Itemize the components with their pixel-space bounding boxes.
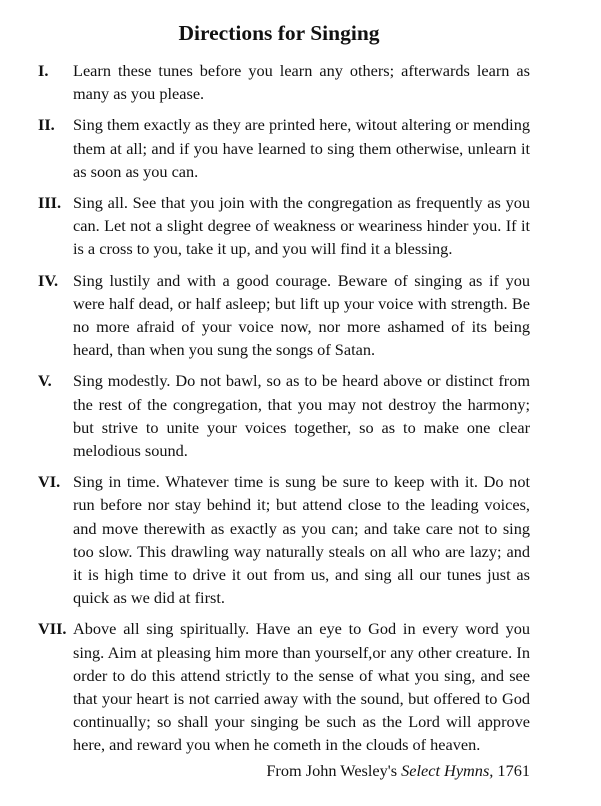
list-item xyxy=(38,470,530,609)
item-numeral: VI. xyxy=(38,472,61,492)
item-numeral: V. xyxy=(38,371,52,391)
directions-list xyxy=(38,59,530,757)
item-text: Sing in time. Whatever time is sung be sure to keep with it. Do not run before nor stay behind it; but attend close to the leading voices, and move therewith as exactly as you can; and take care not to sing too slow. This drawling way naturally steals on all who are lazy; and it is high time to drive it out from us, and sing all our tunes just as quick as we did at first. xyxy=(73,472,530,608)
list-item xyxy=(38,191,530,261)
item-numeral: VII. xyxy=(38,619,67,639)
list-item xyxy=(38,59,530,105)
item-text: Sing them exactly as they are printed here, witout altering or mending them at all; and if you have learned to sing them otherwise, unlearn it as soon as you can. xyxy=(73,115,530,181)
item-text: Sing modestly. Do not bawl, so as to be heard above or distinct from the rest of the congregation, that you may not destroy the harmony; but strive to unite your voices together, so as to make one clear melodious sound. xyxy=(73,371,530,461)
source-work-title: Select Hymns, xyxy=(401,760,494,780)
source-attribution xyxy=(0,759,530,782)
list-item xyxy=(38,617,530,756)
item-text: Learn these tunes before you learn any others; afterwards learn as many as you please. xyxy=(73,61,530,104)
item-text: Sing lustily and with a good courage. Beware of singing as if you were half dead, or half asleep; but lift up your voice with strength. Be no more afraid of your voice now, nor more ashamed of its being heard, than when you sung the songs of Satan. xyxy=(73,270,530,360)
item-numeral: IV. xyxy=(38,270,59,290)
item-numeral: II. xyxy=(38,115,55,135)
item-text: Sing all. See that you join with the congregation as frequently as you can. Let not a slight degree of weakness or weariness hinder you. If it is a cross to you, take it up, and you will find it a blessing. xyxy=(73,193,530,259)
list-item xyxy=(38,369,530,462)
page-title: Directions for Singing xyxy=(178,21,380,45)
item-text: Above all sing spiritually. Have an eye to God in every word you sing. Aim at pleasing him more than yourself,or any other creature. In order to do this attend strictly to the sense of what you sing, and see that your heart is not carried away with the sound, but offered to God continually; so shall your singing be such as the Lord will approve here, and reward you when he cometh in the clouds of heaven. xyxy=(73,619,530,755)
source-prefix: From John Wesley's xyxy=(266,760,402,780)
item-numeral: I. xyxy=(38,61,49,80)
list-item xyxy=(38,269,530,362)
item-numeral: III. xyxy=(38,193,62,213)
source-year: 1761 xyxy=(493,760,530,780)
list-item xyxy=(38,113,530,183)
